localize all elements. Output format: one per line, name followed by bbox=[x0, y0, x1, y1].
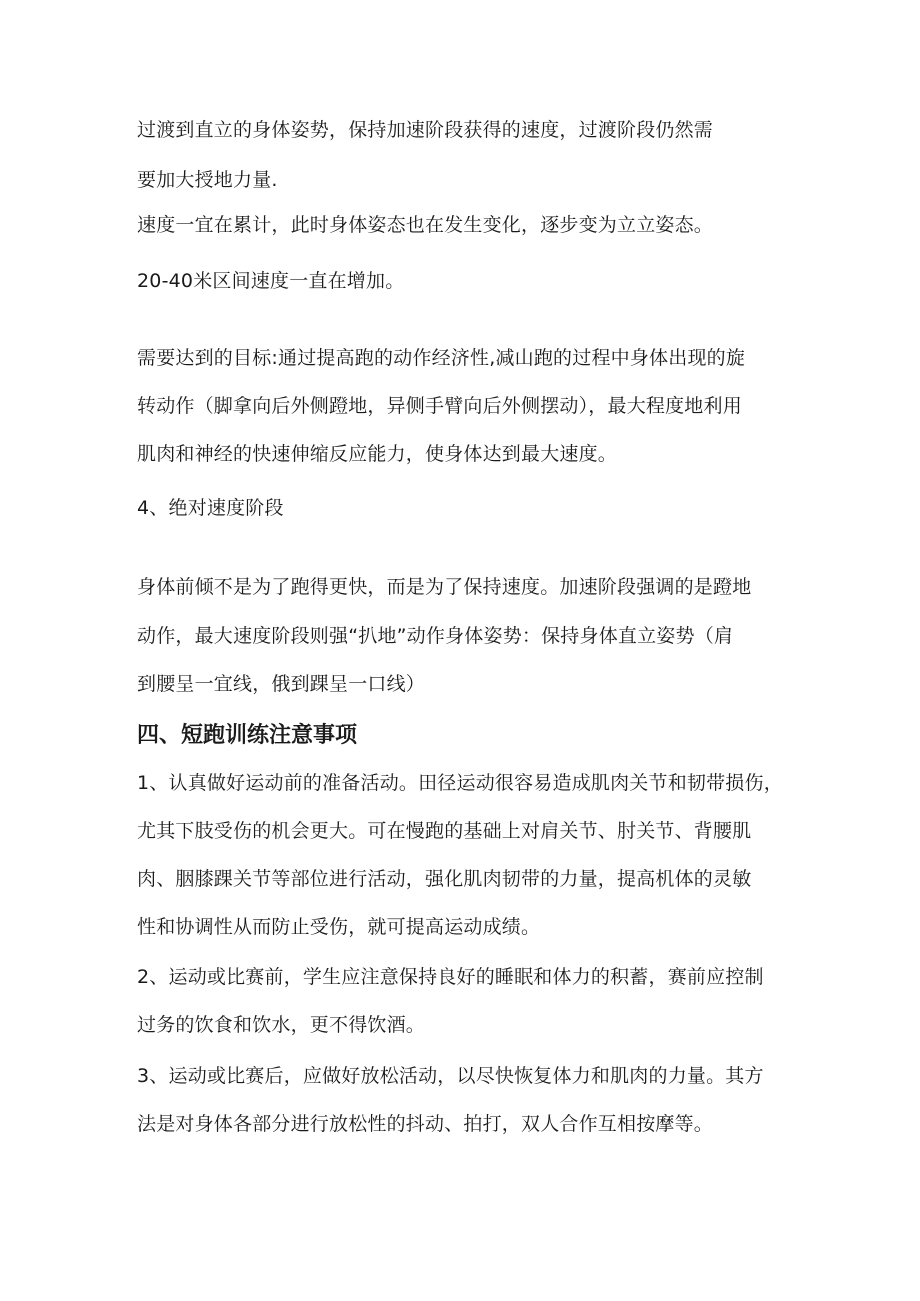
note-3-line-2: 法是对身体各部分进行放松性的抖动、拍打，双人合作互相按摩等。 bbox=[137, 1113, 714, 1135]
paragraph-lean-line-1: 身体前倾不是为了跑得更快，而是为了保持速度。加速阶段强调的是蹬地 bbox=[137, 576, 752, 598]
note-2-line-2: 过务的饮食和饮水，更不得饮酒。 bbox=[137, 1014, 426, 1036]
note-1-line-1: 1、认真做好运动前的准备活动。田径运动很容易造成肌肉关节和韧带损伤， bbox=[137, 772, 783, 794]
paragraph-transition-line-1: 过渡到直立的身体姿势，保持加速阶段获得的速度，过渡阶段仍然需 bbox=[137, 119, 714, 141]
paragraph-goal-line-1: 需要达到的目标:通过提高跑的动作经济性,减山跑的过程中身体出现的旋 bbox=[137, 347, 746, 369]
note-2-line-1: 2、运动或比赛前，学生应注意保持良好的睡眠和体力的积蓄，赛前应控制 bbox=[137, 966, 764, 988]
note-3-line-1: 3、运动或比赛后，应做好放松活动，以尽快恢复体力和肌肉的力量。其方 bbox=[137, 1065, 764, 1087]
paragraph-range: 20-40米区间速度一直在增加。 bbox=[137, 270, 405, 292]
note-1-line-4: 性和协调性从而防止受伤，就可提高运动成绩。 bbox=[137, 916, 541, 938]
stage-4-title: 4、绝对速度阶段 bbox=[137, 497, 284, 519]
paragraph-lean-line-2: 动作，最大速度阶段则强“扒地”动作身体姿势：保持身体直立姿势（肩 bbox=[137, 625, 734, 647]
paragraph-speed: 速度一宜在累计，此时身体姿态也在发生变化，逐步变为立立姿态。 bbox=[137, 214, 714, 236]
paragraph-goal-line-2: 转动作（脚拿向后外侧蹬地，异侧手臂向后外侧摆动），最大程度地利用 bbox=[137, 395, 742, 417]
paragraph-goal-line-3: 肌肉和神经的快速伸缩反应能力，使身体达到最大速度。 bbox=[137, 443, 618, 465]
section-heading: 四、短跑训练注意事项 bbox=[137, 723, 358, 748]
note-1-line-3: 肉、胭膝踝关节等部位进行活动，强化肌肉韧带的力量，提高机体的灵敏 bbox=[137, 868, 752, 890]
paragraph-transition-line-2: 要加大授地力量. bbox=[137, 169, 278, 191]
note-1-line-2: 尤其下肢受伤的机会更大。可在慢跑的基础上对肩关节、肘关节、背腰肌 bbox=[137, 820, 752, 842]
paragraph-lean-line-3: 到腰呈一宜线，俄到踝呈一口线） bbox=[137, 673, 426, 695]
